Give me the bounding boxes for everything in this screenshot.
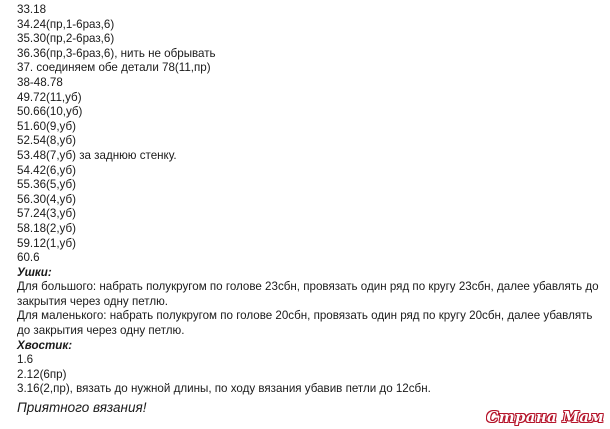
pattern-row: 49.72(11,уб) — [17, 90, 82, 104]
pattern-row: 54.42(6,уб) — [17, 163, 76, 177]
ears-heading: Ушки: — [17, 265, 52, 279]
pattern-row: 59.12(1,уб) — [17, 236, 76, 250]
pattern-row: 50.66(10,уб) — [17, 105, 83, 119]
ears-small-text: Для маленького: набрать полукругом по голове 20сбн, провязать один ряд по кругу 20сбн, далее убавлять до закрытия через одну петлю. — [17, 309, 593, 338]
tail-section — [17, 339, 602, 397]
closing-text: Приятного вязания! — [17, 400, 147, 416]
pattern-row: 53.48(7,уб) за заднюю стенку. — [17, 148, 177, 162]
pattern-row: 35.30(пр,2-6раз,6) — [17, 32, 115, 46]
knitting-instructions — [17, 3, 602, 416]
pattern-row: 37. соединяем обе детали 78(11,пр) — [17, 61, 211, 75]
site-watermark: Страна Мам — [486, 408, 604, 426]
tail-row: 3.16(2,пр), вязать до нужной длины, по ходу вязания убавив петли до 12сбн. — [17, 382, 431, 396]
pattern-row: 52.54(8,уб) — [17, 134, 76, 148]
tail-heading: Хвостик: — [17, 338, 73, 352]
pattern-row: 60.6 — [17, 251, 40, 265]
pattern-row: 58.18(2,уб) — [17, 221, 76, 235]
tail-row: 1.6 — [17, 353, 34, 367]
ears-large-text: Для большого: набрать полукругом по голове 23сбн, провязать один ряд по кругу 23сбн, далее убавлять до закрытия через одну петлю. — [17, 280, 599, 308]
tail-row: 2.12(6пр) — [17, 367, 67, 381]
pattern-row: 51.60(9,уб) — [17, 119, 76, 133]
pattern-row: 34.24(пр,1-6раз,6) — [17, 17, 115, 31]
pattern-row: 57.24(3,уб) — [17, 207, 76, 221]
pattern-row: 38-48.78 — [17, 75, 63, 89]
ears-section — [17, 266, 602, 339]
pattern-row: 55.36(5,уб) — [17, 178, 76, 192]
row-list — [17, 3, 602, 266]
pattern-row: 33.18 — [17, 3, 47, 16]
pattern-row: 36.36(пр,3-6раз,6), нить не обрывать — [17, 46, 216, 60]
pattern-row: 56.30(4,уб) — [17, 192, 76, 206]
